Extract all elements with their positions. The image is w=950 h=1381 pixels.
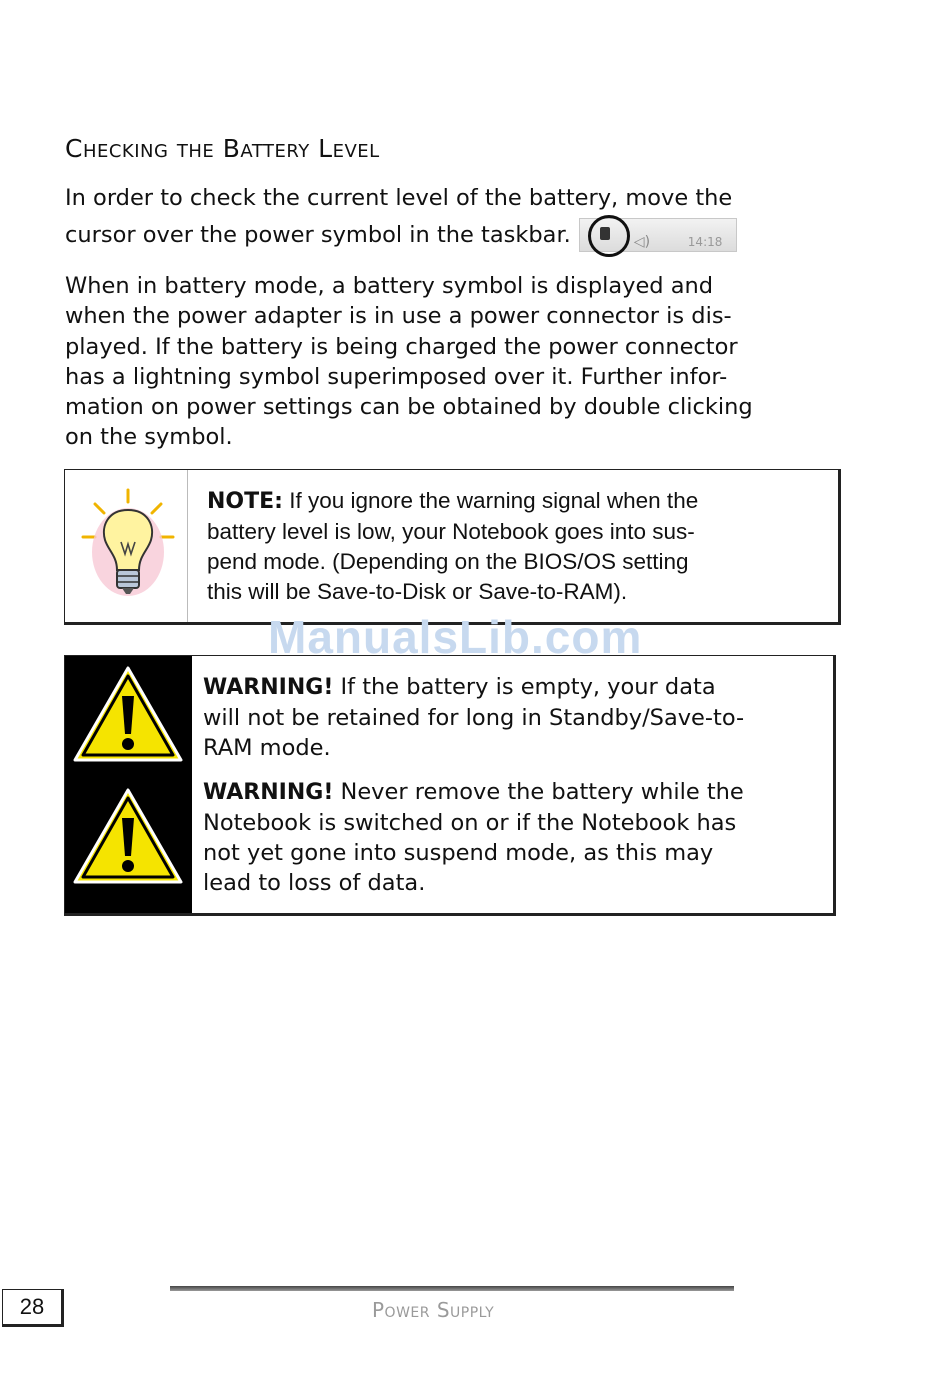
text-line	[203, 672, 823, 703]
taskbar-screenshot	[579, 218, 737, 252]
text-span: Never remove the battery while the	[333, 779, 744, 805]
text-line: Notebook is switched on or if the Notebook has	[203, 810, 737, 836]
text-line	[207, 486, 817, 517]
text-line: has a lightning symbol superimposed over it. Further infor-	[65, 363, 728, 390]
text-span: If the battery is empty, your data	[333, 674, 716, 700]
intro-paragraph	[65, 183, 835, 255]
text-line: this will be Save-to-Disk or Save-to-RAM).	[207, 579, 628, 604]
text-line: when the power adapter is in use a power connector is dis-	[65, 303, 732, 330]
section-heading: Checking the Battery Level	[65, 134, 380, 163]
text-line: played. If the battery is being charged the power connector	[65, 333, 738, 360]
warning-label: WARNING!	[203, 675, 334, 700]
note-box	[64, 469, 841, 625]
note-label: NOTE:	[207, 489, 283, 514]
warning-label: WARNING!	[203, 780, 334, 805]
watermark: ManualsLib.com	[268, 611, 643, 663]
text-line: mation on power settings can be obtained by double clicking	[65, 394, 753, 421]
text-span: If you ignore the warning signal when the	[282, 488, 699, 513]
warning-paragraph	[203, 777, 823, 898]
text-line: RAM mode.	[203, 735, 331, 761]
text-line: on the symbol.	[65, 424, 233, 451]
text-line: will not be retained for long in Standby/Save-to-	[203, 705, 745, 731]
text-line: battery level is low, your Notebook goes into sus-	[207, 519, 695, 544]
page-number: 28	[2, 1289, 64, 1327]
text-line: cursor over the power symbol in the taskbar.	[65, 222, 571, 249]
warning-icon-column	[65, 656, 192, 913]
note-text	[207, 486, 817, 607]
text-line: When in battery mode, a battery symbol is displayed and	[65, 273, 714, 299]
lightbulb-icon	[73, 482, 183, 612]
text-line	[203, 777, 823, 808]
power-plug-icon	[600, 227, 610, 240]
warning-triangle-icon	[71, 664, 185, 764]
footer-rule	[170, 1286, 734, 1291]
text-line-with-image	[65, 215, 835, 255]
warning-box	[64, 655, 836, 916]
text-line: pend mode. (Depending on the BIOS/OS setting	[207, 549, 689, 574]
warning-text	[203, 672, 823, 912]
footer-chapter-title: Power Supply	[372, 1298, 495, 1322]
text-line: lead to loss of data.	[203, 870, 426, 896]
text-line: not yet gone into suspend mode, as this may	[203, 840, 714, 866]
warning-paragraph	[203, 672, 823, 763]
note-icon-cell	[65, 470, 188, 622]
battery-mode-paragraph	[65, 271, 835, 453]
speaker-icon: ◁)	[633, 234, 651, 251]
text-line: In order to check the current level of the battery, move the	[65, 185, 733, 211]
taskbar-clock: 14:18	[687, 235, 723, 250]
warning-triangle-icon	[71, 786, 185, 886]
